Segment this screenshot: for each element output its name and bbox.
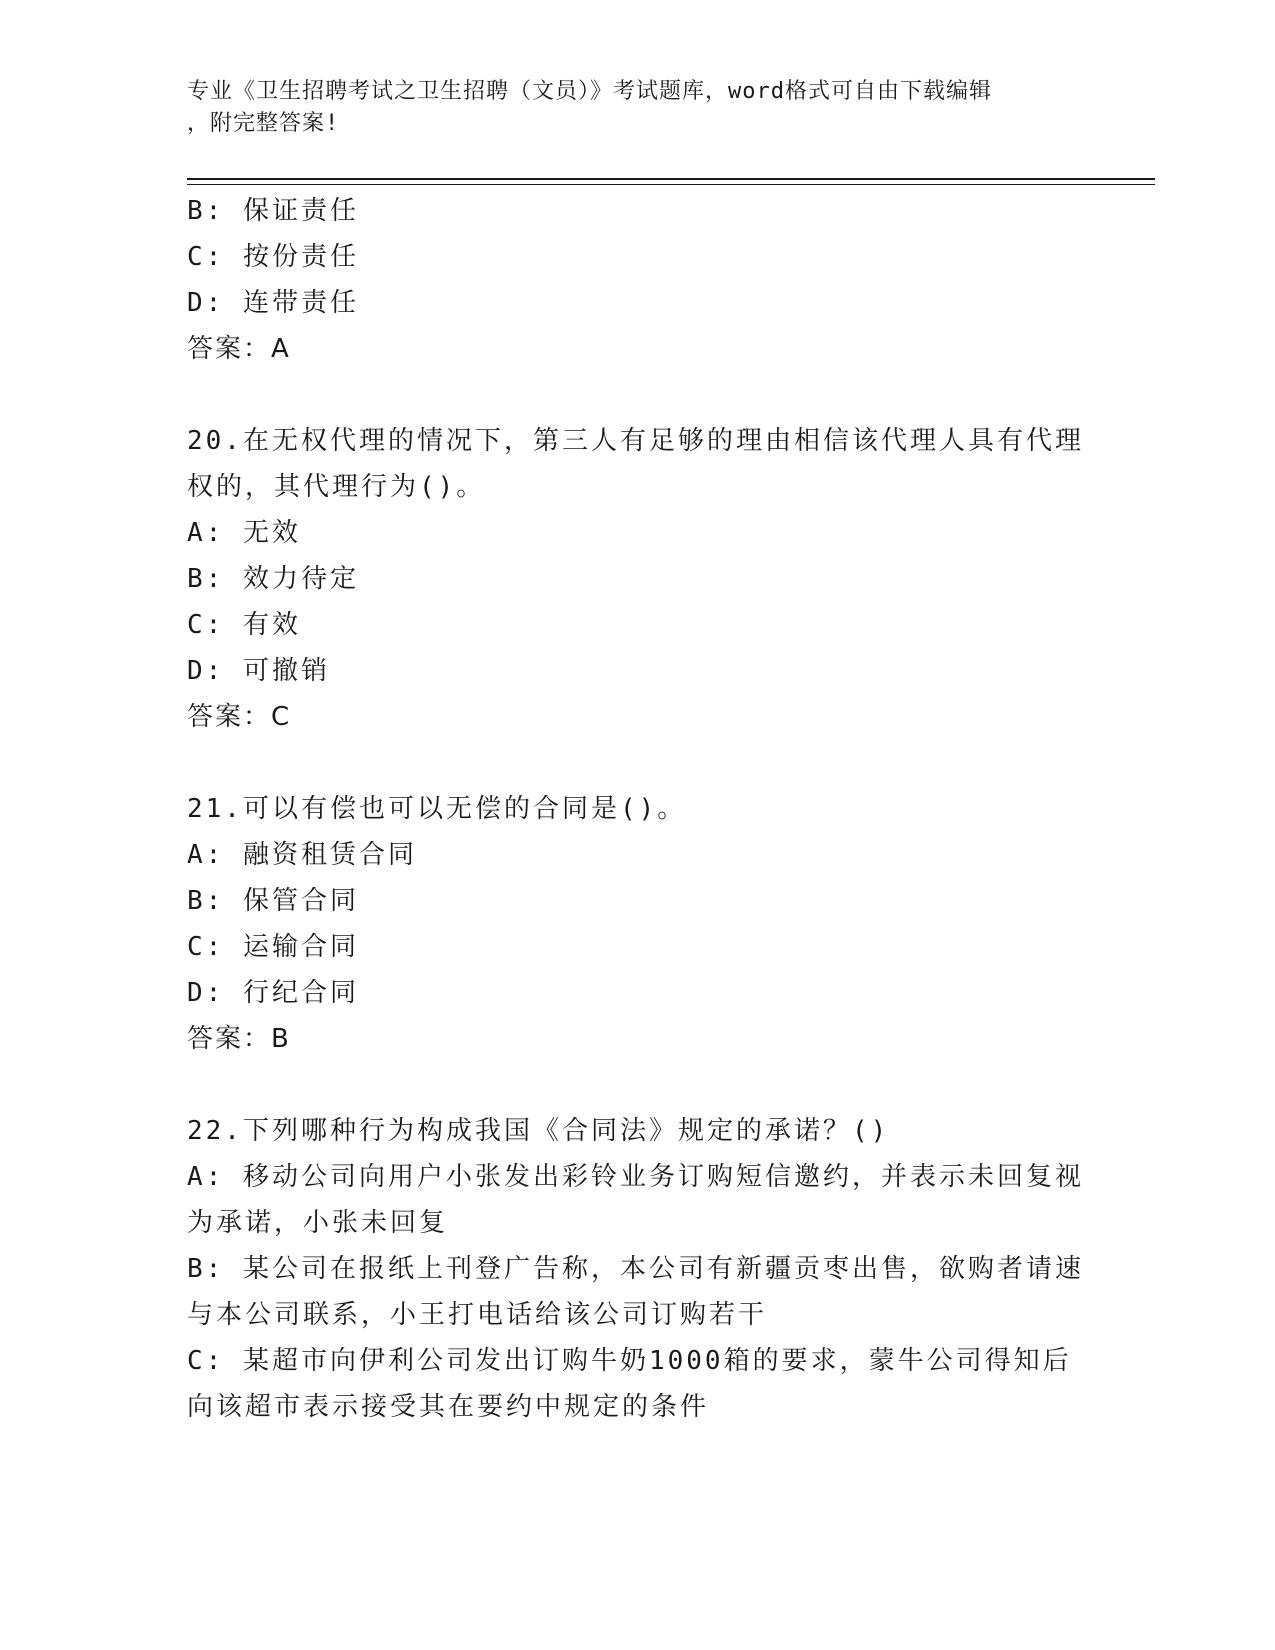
question-title-cont: 权的，其代理行为()。: [187, 472, 486, 502]
option-c: C: 按份责任: [187, 242, 359, 272]
option-d: D: 连带责任: [187, 288, 359, 318]
question-20: [187, 418, 1087, 740]
option-d: D: 可撤销: [187, 656, 330, 686]
answer-line: 答案：C: [187, 702, 292, 732]
answer-line: 答案：A: [187, 334, 291, 364]
question-title: 22.下列哪种行为构成我国《合同法》规定的承诺？(): [187, 1116, 890, 1146]
header-line-2: ，附完整答案!: [187, 111, 340, 136]
question-21: [187, 786, 1087, 1062]
option-d: D: 行纪合同: [187, 978, 359, 1008]
option-c-cont: 向该超市表示接受其在要约中规定的条件: [187, 1392, 710, 1422]
option-b: B: 保管合同: [187, 886, 359, 916]
option-a-cont: 为承诺，小张未回复: [187, 1208, 449, 1238]
option-b-cont: 与本公司联系，小王打电话给该公司订购若干: [187, 1300, 768, 1330]
header-line-1: 专业《卫生招聘考试之卫生招聘（文员）》考试题库，word格式可自由下载编辑: [187, 79, 992, 104]
option-a: A: 移动公司向用户小张发出彩铃业务订购短信邀约，并表示未回复视: [187, 1162, 1084, 1192]
option-b: B: 效力待定: [187, 564, 359, 594]
question-19-continued: [187, 188, 1087, 372]
option-b: B: 保证责任: [187, 196, 359, 226]
question-title: 20.在无权代理的情况下，第三人有足够的理由相信该代理人具有代理: [187, 426, 1084, 456]
option-a: A: 融资租赁合同: [187, 840, 417, 870]
page-header: [187, 76, 1067, 140]
answer-line: 答案：B: [187, 1024, 291, 1054]
option-c: C: 运输合同: [187, 932, 359, 962]
option-a: A: 无效: [187, 518, 301, 548]
header-rule-thick: [187, 178, 1155, 180]
option-c: C: 某超市向伊利公司发出订购牛奶1000箱的要求，蒙牛公司得知后: [187, 1346, 1072, 1376]
question-22: [187, 1108, 1087, 1430]
option-b: B: 某公司在报纸上刊登广告称，本公司有新疆贡枣出售，欲购者请速: [187, 1254, 1084, 1284]
header-rule-thin: [187, 184, 1155, 185]
question-content: [187, 188, 1087, 1430]
question-title: 21.可以有偿也可以无偿的合同是()。: [187, 794, 687, 824]
option-c: C: 有效: [187, 610, 301, 640]
